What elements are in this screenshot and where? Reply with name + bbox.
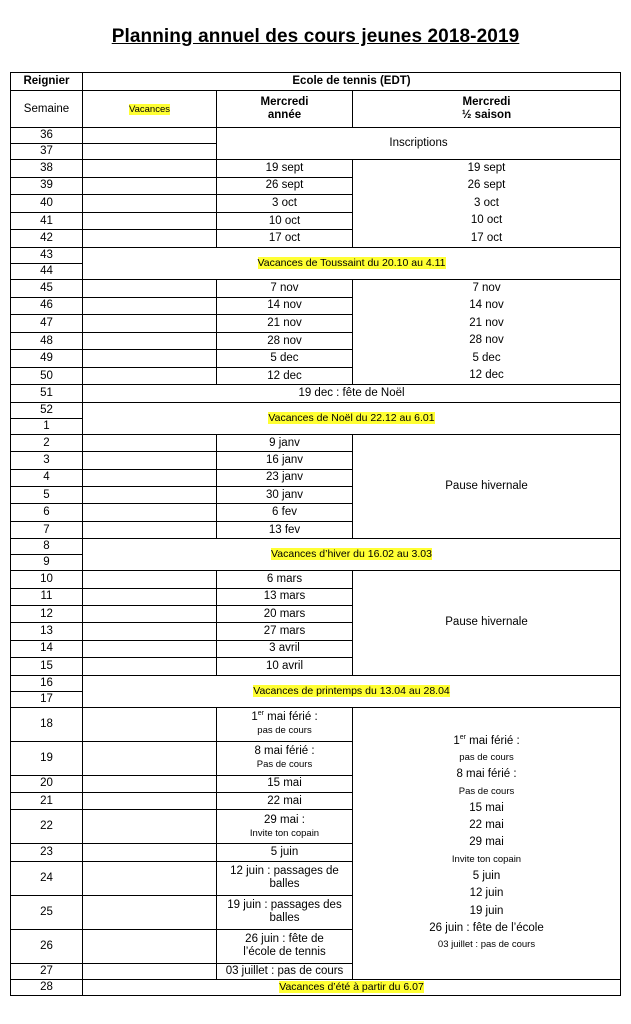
annee-cell-mai-1 (217, 707, 353, 741)
annee-line: 26 juin : fête de (245, 933, 324, 946)
week-cell: 16 (11, 675, 83, 691)
demi-line: 12 juin (469, 887, 504, 900)
demi-line: 15 mai (469, 801, 504, 814)
pause-hivernale-cell: Pause hivernale (353, 434, 621, 538)
annee-cell: 7 nov (217, 280, 353, 298)
fete-noel-cell: 19 dec : fête de Noël (83, 385, 621, 402)
column-header-row (11, 91, 621, 128)
annee-cell: 9 janv (217, 434, 353, 451)
annee-cell: 13 mars (217, 588, 353, 605)
week-cell: 50 (11, 367, 83, 385)
vacances-cell (83, 623, 217, 640)
vacances-cell (83, 844, 217, 861)
annee-line: 19 juin : passages des (227, 899, 342, 912)
demi-saison-block-spring (353, 707, 621, 979)
demi-line: 28 nov (469, 334, 504, 347)
vacances-cell (83, 469, 217, 486)
vacances-cell (83, 861, 217, 895)
annee-cell-juin-19 (217, 895, 353, 929)
annee-subline: pas de cours (257, 725, 312, 737)
week-cell: 7 (11, 521, 83, 538)
annee-cell: 22 mai (217, 792, 353, 809)
mercredi-annee-line2: année (267, 109, 302, 121)
week-cell: 38 (11, 160, 83, 178)
vacances-cell (83, 810, 217, 844)
vacances-cell (83, 521, 217, 538)
demi-saison-block-november (353, 280, 621, 385)
mercredi-demi-line1: Mercredi (462, 96, 511, 108)
annee-cell-juin-12 (217, 861, 353, 895)
annee-cell: 15 mai (217, 775, 353, 792)
week-cell: 20 (11, 775, 83, 792)
week-cell: 43 (11, 248, 83, 264)
vacances-hiver-label: Vacances d’hiver du 16.02 au 3.03 (271, 548, 432, 561)
vacances-cell (83, 571, 217, 588)
vacances-cell (83, 350, 217, 368)
week-cell: 21 (11, 792, 83, 809)
annee-cell: 12 dec (217, 367, 353, 385)
annee-cell: 21 nov (217, 315, 353, 333)
demi-line: 19 juin (469, 904, 504, 917)
mercredi-annee-header (217, 91, 353, 128)
week-cell: 24 (11, 861, 83, 895)
demi-line: Invite ton copain (451, 853, 522, 865)
vacances-printemps-cell (83, 675, 621, 707)
annee-cell: 5 dec (217, 350, 353, 368)
vacances-cell (83, 434, 217, 451)
week-cell: 25 (11, 895, 83, 929)
demi-line: pas de cours (459, 752, 514, 764)
demi-line: 5 dec (472, 351, 501, 364)
week-cell: 36 (11, 128, 83, 144)
text-part: mai férié : (263, 711, 318, 724)
vacances-toussaint-cell (83, 248, 621, 280)
annee-cell: 17 oct (217, 230, 353, 248)
vacances-toussaint-label: Vacances de Toussaint du 20.10 au 4.11 (257, 257, 446, 270)
week-cell: 6 (11, 504, 83, 521)
vacances-cell (83, 895, 217, 929)
annee-line: balles (269, 878, 300, 891)
demi-line: 19 sept (467, 162, 506, 174)
demi-line: Pas de cours (458, 785, 515, 797)
week-cell: 46 (11, 297, 83, 315)
week-cell: 42 (11, 230, 83, 248)
annee-subline: Pas de cours (256, 759, 313, 771)
text-part: 1 (251, 711, 258, 724)
week-cell: 3 (11, 452, 83, 469)
demi-line: 29 mai (469, 836, 504, 849)
annee-cell: 16 janv (217, 452, 353, 469)
week-cell: 27 (11, 963, 83, 979)
vacances-cell (83, 212, 217, 230)
vacances-cell (83, 280, 217, 298)
inscriptions-cell: Inscriptions (217, 128, 621, 160)
week-cell: 44 (11, 264, 83, 280)
text-part: 1 (453, 734, 460, 747)
week-cell: 11 (11, 588, 83, 605)
demi-line: 3 oct (474, 196, 499, 209)
planning-table (10, 72, 621, 996)
week-cell: 19 (11, 741, 83, 775)
annee-cell: 23 janv (217, 469, 353, 486)
annee-cell: 5 juin (217, 844, 353, 861)
vacances-cell (83, 640, 217, 657)
week-cell: 28 (11, 979, 83, 995)
vacances-header (83, 91, 217, 128)
week-cell: 41 (11, 212, 83, 230)
demi-line: 12 dec (469, 369, 504, 382)
vacances-cell (83, 741, 217, 775)
page-title: Planning annuel des cours jeunes 2018-2019 (111, 26, 520, 47)
annee-cell: 20 mars (217, 605, 353, 622)
annee-cell-juin-26 (217, 929, 353, 963)
week-cell: 1 (11, 418, 83, 434)
demi-line: 7 nov (472, 282, 501, 295)
mercredi-demi-header (353, 91, 621, 128)
annee-cell: 30 janv (217, 487, 353, 504)
week-cell: 17 (11, 691, 83, 707)
week-cell: 14 (11, 640, 83, 657)
demi-line: 22 mai (469, 819, 504, 832)
week-cell: 13 (11, 623, 83, 640)
vacances-cell (83, 963, 217, 979)
annee-cell: 10 oct (217, 212, 353, 230)
mercredi-demi-line2: ½ saison (461, 109, 512, 121)
annee-cell: 27 mars (217, 623, 353, 640)
vacances-cell (83, 775, 217, 792)
vacances-cell (83, 452, 217, 469)
annee-cell: 10 avril (217, 658, 353, 675)
week-cell: 2 (11, 434, 83, 451)
vacances-cell (83, 144, 217, 160)
week-cell: 37 (11, 144, 83, 160)
vacances-hiver-cell (83, 539, 621, 571)
week-cell: 5 (11, 487, 83, 504)
annee-cell: 14 nov (217, 297, 353, 315)
demi-line: 26 sept (467, 179, 506, 192)
vacances-cell (83, 605, 217, 622)
week-cell: 22 (11, 810, 83, 844)
annee-subline: Invite ton copain (249, 827, 320, 839)
annee-cell: 26 sept (217, 177, 353, 195)
location-header: Reignier (11, 73, 83, 91)
demi-line: 10 oct (470, 214, 503, 227)
vacances-cell (83, 315, 217, 333)
vacances-cell (83, 160, 217, 178)
annee-line: 29 mai : (264, 813, 305, 826)
pause-hivernale-cell: Pause hivernale (353, 571, 621, 675)
week-cell: 45 (11, 280, 83, 298)
demi-line: 8 mai férié : (456, 768, 517, 781)
demi-line: 26 juin : fête de l’école (429, 922, 544, 935)
vacances-cell (83, 588, 217, 605)
annee-line: 8 mai férié : (254, 745, 315, 758)
header-row (11, 73, 621, 91)
week-cell: 23 (11, 844, 83, 861)
annee-line: 12 juin : passages de (230, 865, 339, 878)
superscript: er (459, 733, 466, 741)
demi-saison-block-autumn (353, 160, 621, 248)
week-cell: 9 (11, 555, 83, 571)
vacances-cell (83, 792, 217, 809)
superscript: er (257, 710, 264, 718)
vacances-cell (83, 230, 217, 248)
vacances-cell (83, 297, 217, 315)
week-cell: 47 (11, 315, 83, 333)
week-header: Semaine (11, 91, 83, 128)
week-cell: 15 (11, 658, 83, 675)
week-cell: 4 (11, 469, 83, 486)
week-cell: 10 (11, 571, 83, 588)
mercredi-annee-line1: Mercredi (260, 96, 309, 108)
vacances-ete-cell (83, 979, 621, 995)
annee-cell: 6 mars (217, 571, 353, 588)
annee-cell: 19 sept (217, 160, 353, 178)
vacances-noel-label: Vacances de Noël du 22.12 au 6.01 (268, 411, 435, 424)
vacances-cell (83, 332, 217, 350)
week-cell: 18 (11, 707, 83, 741)
annee-cell-juillet-3: 03 juillet : pas de cours (217, 963, 353, 979)
annee-cell: 28 nov (217, 332, 353, 350)
vacances-cell (83, 195, 217, 213)
text-part: mai férié : (465, 734, 520, 747)
week-cell: 52 (11, 402, 83, 418)
demi-line: 14 nov (469, 299, 504, 312)
vacances-cell (83, 658, 217, 675)
week-cell: 39 (11, 177, 83, 195)
week-cell: 12 (11, 605, 83, 622)
week-cell: 40 (11, 195, 83, 213)
vacances-cell (83, 504, 217, 521)
week-cell: 8 (11, 539, 83, 555)
vacances-ete-label: Vacances d’été à partir du 6.07 (279, 980, 424, 993)
demi-line: 5 juin (472, 869, 501, 882)
vacances-cell (83, 707, 217, 741)
annee-cell-mai-29 (217, 810, 353, 844)
week-cell: 26 (11, 929, 83, 963)
week-cell: 51 (11, 385, 83, 402)
annee-cell-mai-8 (217, 741, 353, 775)
week-cell: 48 (11, 332, 83, 350)
vacances-cell (83, 929, 217, 963)
demi-line: 21 nov (469, 316, 504, 329)
annee-cell: 3 avril (217, 640, 353, 657)
vacances-printemps-label: Vacances de printemps du 13.04 au 28.04 (253, 684, 450, 697)
vacances-cell (83, 487, 217, 504)
vacances-cell (83, 128, 217, 144)
week-cell: 49 (11, 350, 83, 368)
annee-cell: 6 fev (217, 504, 353, 521)
vacances-noel-cell (83, 402, 621, 434)
demi-line: 17 oct (470, 231, 503, 244)
school-header: Ecole de tennis (EDT) (83, 73, 621, 91)
annee-cell: 13 fev (217, 521, 353, 538)
annee-line: balles (269, 912, 300, 925)
annee-line: l’école de tennis (243, 946, 326, 959)
vacances-header-label: Vacances (128, 103, 170, 115)
vacances-cell (83, 367, 217, 385)
demi-line: 03 juillet : pas de cours (437, 939, 536, 951)
vacances-cell (83, 177, 217, 195)
annee-cell: 3 oct (217, 195, 353, 213)
